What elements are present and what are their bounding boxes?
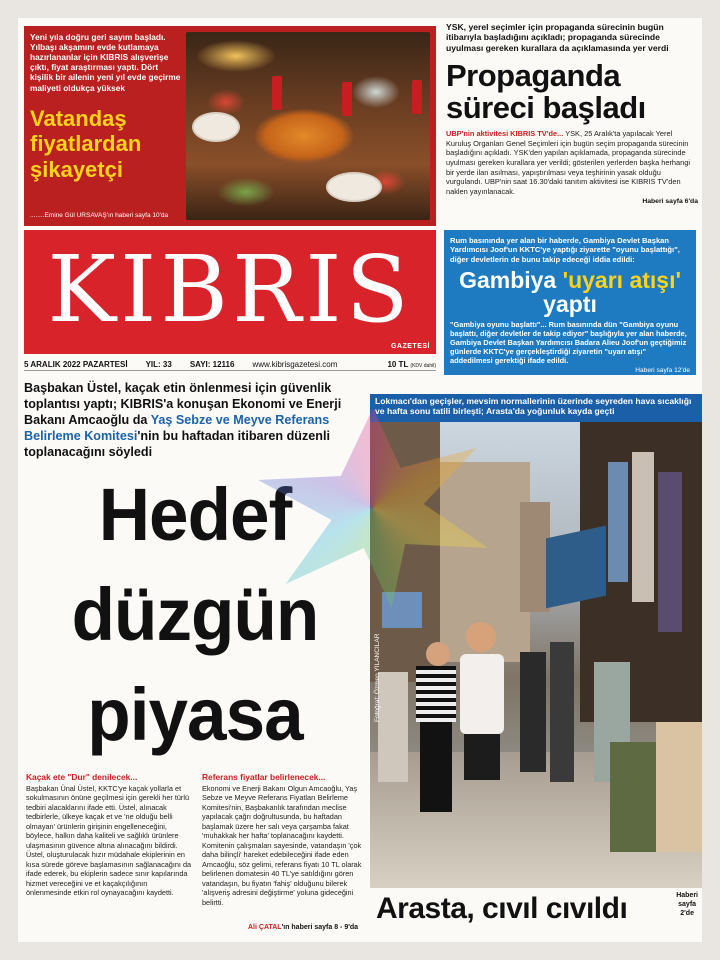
- main-headline-line-3[interactable]: piyasa: [87, 673, 303, 756]
- issue-year: YIL: 33: [145, 359, 172, 369]
- person-head-shape: [466, 622, 496, 652]
- reference-prices-column: [202, 772, 364, 907]
- issue-date: 5 ARALIK 2022 PAZARTESİ: [24, 359, 128, 369]
- hanging-clothes-shape: [632, 452, 654, 602]
- main-headline-line-1[interactable]: Hedef: [98, 473, 292, 556]
- story-credit: ........Emine Gül URSAVAŞ'ın haberi sayfa 10'da: [30, 212, 169, 219]
- cost-of-newyear-story[interactable]: [24, 26, 436, 226]
- newspaper-front-page: [18, 18, 702, 942]
- meat-smuggling-column: [26, 772, 194, 898]
- holiday-dinner-photo: [186, 32, 430, 220]
- newspaper-logo: KIBRIS: [47, 236, 413, 343]
- person-shorts-shape: [464, 734, 500, 780]
- page-reference: Haberi sayfa 12'de: [635, 367, 690, 375]
- story-kicker: YSK, yerel seçimler için propaganda sürecinin bugün itibarıyla başladığını açıkladı; propaganda sürecinde uyulması gereken kurallara da açıklamasında yer verdi: [446, 22, 669, 53]
- column-body: Başbakan Ünal Üstel, KKTC'ye kaçak yollarla et sokulmasının önüne geçilmesi için gerekli her türlü tedbiri alacaklarını ifade etti. Üstel, alınacak tedbirlerle, ülkeye kaçak et ve 'ne olduğu belli olmayan' ürünlerin girişinin engelleneceğini, böylece, halkın daha kaliteli ve sağlıklı ürünlere ulaşmasının güvence altına alınacağını bildirdi. Üstel, oluşturulacak hızır müdahale ekiplerinin en kısa sürede göreve başlamasının sağlanacağını da ifade ederek, bu ekiplerin sadece sınır kapılarında hizmet vereceğini ve et kaçakçılığının önlenmesinde etkin rol oynayacağını kaydetti.: [26, 783, 192, 898]
- person-jeans-shape: [420, 722, 452, 812]
- candle-shape: [342, 82, 352, 116]
- dateline: [24, 358, 436, 371]
- gambiya-story[interactable]: [444, 230, 696, 375]
- hanging-clothes-shape: [658, 472, 682, 632]
- display-goods-shape: [378, 672, 408, 782]
- story-body: UBP'nin aktivitesi KIBRIS TV'de... YSK, 25 Aralık'ta yapılacak Yerel Kuruluş Organları Genel Seçimleri için bugün seçim propaganda sürecinin başladığını açıkladı. YSK'den yapılan açıklamada, propaganda sürecinde uyulması gereken kurallara yer verildi; gösterilen yerlerden başka herhangi bir yerde ilan asılması, yapıştırılması veya teşhirinin yasak olduğu vurgulandı. UBP'nin saat 16.30'daki tanıtım aktivitesi ise KIBRIS TV'den naklen yayınlanacak.: [446, 129, 691, 196]
- propaganda-story[interactable]: [446, 22, 698, 205]
- issue-price: 10 TL (KDV dahil): [387, 359, 436, 369]
- story-kicker: Rum basınında yer alan bir haberde, Gambiya Devlet Başkan Yardımcısı Joof'un KKTC'ye yaptığı ziyarette "oyunu başlattığı", diğer devletlerin de bunu takip edeceği iddia edildi:: [450, 236, 680, 264]
- photo-credit: Fotoğraf: Özmen YILANCILAR: [374, 633, 381, 722]
- candle-shape: [272, 76, 282, 110]
- hanging-clothes-shape: [608, 462, 628, 582]
- person-striped-top-shape: [416, 666, 456, 722]
- main-headline-line-2[interactable]: düzgün: [71, 573, 319, 656]
- arasta-headline-box[interactable]: [370, 888, 702, 942]
- plate-shape: [192, 112, 240, 142]
- main-story-credit: Ali ÇATAL'ın haberi sayfa 8 - 9'da: [248, 924, 359, 931]
- main-story-kicker: Başbakan Üstel, kaçak etin önlenmesi için güvenlik toplantısı yaptı; KIBRIS'a konuşan Ekonomi ve Enerji Bakanı Amcaoğlu da Yaş Sebze ve Meyve Referans Belirleme Komitesi'nin bu haftadan itibaren düzenli toplanacağını söyledi: [24, 381, 342, 460]
- person-shape: [550, 642, 574, 782]
- page-reference: Haberi sayfa 6'da: [642, 197, 698, 205]
- column-body: Ekonomi ve Enerji Bakanı Olgun Amcaoğlu, Yaş Sebze ve Meyve Referans Fiyatları Belirleme Komitesi'nin, Başbakanlık tarafından meclise yapılacak çağrı doğrultusunda, bu haftadan başlamak üzere her salı veya çarşamba fakat 'muhakkak her hafta' toplanacağını kaydetti. Komitenin çalışmaları sayesinde, vatandaşın 'çok daha bilinçli' hareket edebileceğini ifade eden Amcaoğlu, söz gelimi, referans fiyatı 10 TL olarak belirlenen domatesin 40 TL'ye satıldığını gören vatandaşın, bu fiyatın 'fahiş' olduğunu bilerek 'alışveriş adresini değiştirme' yoluna gideceğini belirtti.: [202, 783, 362, 907]
- story-intro: Yeni yıla doğru geri sayım başladı. Yılbaşı akşamını evde kutlamaya hazırlananlar için KIBRIS alışverişe çıktı, fiyat araştırması yaptı. Dört kişilik bir ailenin yeni yıl evde geçirme maliyeti oldukça yüksek: [30, 32, 181, 93]
- photo-story-headline: Arasta, cıvıl cıvıldı: [376, 892, 628, 925]
- story-body: "Gambiya oyunu başlattı"... Rum basınında dün "Gambiya oyunu başlattı, diğer devletler de takip ediyor" başlığıyla yer alan haberde, Gambiya Devlet Başkan Yardımcısı Badara Alieu Joof'un geçtiğimiz günlerde KKTC'ye gerçekleştirdiği ziyaretin "uyarı atışı" addedilmesi gerektiği ifade edildi.: [450, 320, 687, 366]
- story-headline: Propaganda süreci başladı: [446, 57, 646, 125]
- person-shirt-shape: [460, 654, 504, 734]
- story-headline: Vatandaş fiyatlardan şikayetçi: [30, 106, 142, 182]
- blue-awning-shape: [546, 526, 606, 609]
- page-reference: Haberi sayfa 2'de: [676, 892, 698, 917]
- logo-subtitle: GAZETESİ: [390, 343, 430, 350]
- person-shape: [520, 652, 546, 772]
- camo-trousers-shape: [610, 742, 656, 852]
- story-headline: Gambiya 'uyarı atışı' yaptı: [459, 266, 681, 317]
- display-trousers-shape: [656, 722, 702, 852]
- plate-shape: [326, 172, 382, 202]
- masthead: [24, 230, 436, 354]
- issue-number: SAYI: 12116: [189, 359, 235, 369]
- column-title: Referans fiyatlar belirlenecek...: [202, 772, 326, 782]
- photo-story-kicker: Lokmacı'dan geçişler, mevsim normallerinin üzerinde seyreden hava sıcaklığı ve hafta sonu tatili birleşti; Arasta'da yoğunluk kayda geçti: [370, 394, 702, 422]
- candle-shape: [412, 80, 422, 114]
- column-title: Kaçak ete "Dur" denilecek...: [26, 772, 138, 782]
- person-head-shape: [426, 642, 450, 666]
- website-link[interactable]: www.kibrisgazetesi.com: [252, 359, 338, 369]
